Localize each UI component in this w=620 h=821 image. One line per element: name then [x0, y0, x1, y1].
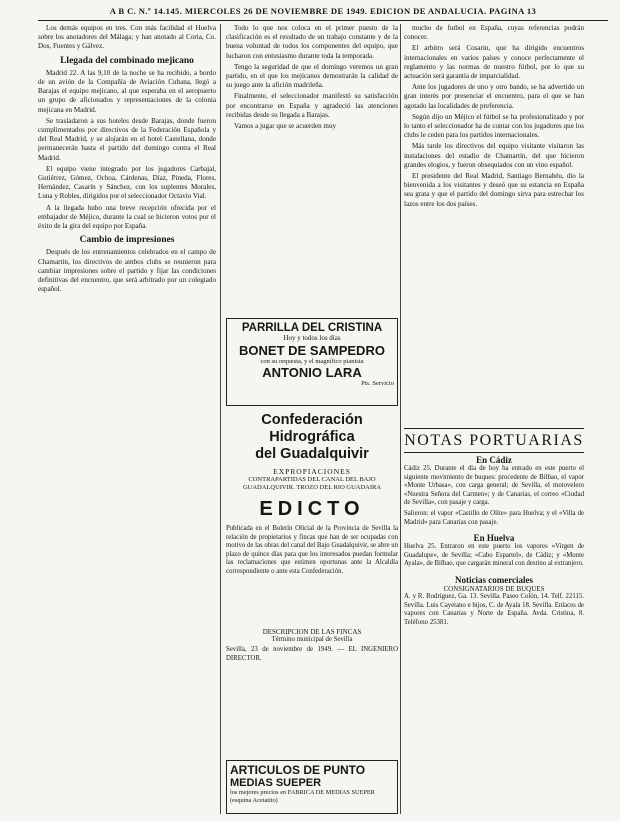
- article-paragraph: Se trasladaron a sus hoteles desde Barajas, donde fueron cumplimentados por directivos de la Federación Española y del Real Madrid, y se alojarán en el hotel Castellana, donde permanecerán hasta el partido del domingo contra el Real Madrid.: [38, 116, 216, 162]
- article-paragraph: El presidente del Real Madrid, Santiago Bernabéu, dio la bienvenida a los visitantes y deseó que su estancia en España sea grata y que el partido del domingo sirva para estrechar los lazos entre los dos países.: [404, 172, 584, 208]
- headline-llegada: Llegada del combinado mejicano: [60, 55, 194, 66]
- port-heading-cadiz: En Cádiz: [476, 455, 512, 465]
- edicto-heading: EDICTO: [259, 498, 365, 520]
- intro-paragraph: Los demás equipos en tres. Con más facilidad el Huelva sobre los anotadores del Málaga; y han anotado al Coria, Co. Dos, Fuentes y Gálvez.: [38, 24, 216, 51]
- article-paragraph: Madrid 22. A las 9,10 de la noche se ha recibido, a bordo de un avión de la Compañía de Aviación Cubana, llegó a Barajas el equipo mejicano, al que esperaba en el aeropuerto un grupo de aficionados y representaciones de la colonia mejicana en Madrid.: [38, 68, 216, 114]
- article-paragraph: Tengo la seguridad de que el domingo veremos un gran partido, en el que los mejicanos demostrarán la calidad de su juego ante la afición madrileña.: [226, 62, 398, 90]
- ad-pianist: ANTONIO LARA: [262, 365, 362, 380]
- notice-signature: Sevilla, 23 de noviembre de 1949. — EL INGENIERO DIRECTOR.: [226, 646, 398, 662]
- articulos-punto-advertisement: [226, 760, 398, 814]
- ad-performer: BONET DE SAMPEDRO: [239, 343, 385, 358]
- column-1: [38, 24, 216, 814]
- ad-text: los mejores precios en FABRICA DE MEDIAS SUEPER (esquina Acetatito): [230, 789, 375, 804]
- page-header: A B C. N.º 14.145. MIERCOLES 26 DE NOVIEMBRE DE 1949. EDICION DE ANDALUCIA. PAGINA 13: [109, 6, 537, 16]
- headline-cambio: Cambio de impresiones: [79, 235, 175, 246]
- article-paragraph: Ante los jugadores de uno y otro bando, se ha advertido un gran interés por presenciar el encuentro, para el que se han agotado las localidades de preferencia.: [404, 83, 584, 110]
- article-paragraph: mucho de futbol en España, cuyas referencias podrán conocer.: [404, 24, 584, 42]
- notas-rule: [404, 452, 584, 453]
- article-paragraph: Según dijo un Méjico el fútbol se ha profesionalizado y por lo tanto el seleccionador ha de contar con los jugadores que los clubs le ceden para los partidos internacionales.: [404, 112, 584, 140]
- column-divider-2: [400, 24, 401, 814]
- notice-subtitle-2: CONTRAPARTIDAS DEL CANAL DEL BAJO GUADALQUIVIR. TROZO DEL RIO GUADAIRA: [242, 476, 382, 491]
- port-body-cadiz-2: Salieron: el vapor «Castillo de Olite» para Huelva; y el «Villa de Madrid» para Canarias con pasaje.: [404, 509, 584, 526]
- noticias-heading: Noticias comerciales: [454, 574, 534, 585]
- article-paragraph: Después de los entrenamientos celebrados en el campo de Chamartín, los directivos de ambos clubs se reunieron para cambiar impresiones sobre el partido y fijar las condiciones definitivas del encuentro, que será arbitrado por un colegiado español.: [38, 248, 216, 294]
- confederacion-notice: [226, 412, 398, 756]
- noticias-subheading: CONSIGNATARIOS DE BUQUES: [443, 584, 545, 593]
- article-paragraph: Finalmente, el seleccionador manifestó su satisfacción por encontrarse en España y agradeció las atenciones recibidas desde su llegada a Barajas.: [226, 92, 398, 119]
- notice-title: Confederación Hidrográfica: [261, 412, 363, 445]
- notas-rule-top: [404, 428, 584, 429]
- parrilla-advertisement: [226, 318, 398, 406]
- ad-line: con su orquesta, y el magnífico pianista: [260, 358, 364, 365]
- fincas-subheading: Término municipal de Sevilla: [271, 636, 353, 643]
- notice-title-line2: del Guadalquivir: [255, 446, 369, 462]
- article-paragraph: Más tarde los directivos del equipo visitante visitaron las instalaciones del estadio de Chamartín, del que hicieron grandes elogios, y fueron obsequiados con un vino español.: [404, 142, 584, 169]
- edicto-body: Publicada en el Boletín Oficial de la Provincia de Sevilla la relación de propietarios y fincas que han de ser ocupadas con motivo de las obras del canal del Bajo Guadalquivir, se abre un plazo de quince días para que los interesados puedan formular las reclamaciones que estimen oportunas ante la Alcaldía correspondiente o ante esta Confederación.: [226, 525, 398, 575]
- ad-brand: MEDIAS SUEPER: [230, 777, 322, 789]
- header-rule: [38, 20, 608, 21]
- notas-portuarias-section: [404, 432, 584, 814]
- article-paragraph: El equipo viene integrado por los jugadores Carbajal, Gutiérrez, Gómez, Ochoa, Cárdenas, Díaz, Pineda, Flores, Hernández, Casarín y Sánchez, con los suplentes Morales, Luna y Robles, dirigidos por el seleccionador Octavio Vial.: [38, 164, 216, 201]
- notice-subtitle: EXPROPIACIONES: [273, 467, 351, 476]
- ad-title: PARRILLA DEL CRISTINA: [241, 322, 383, 334]
- article-paragraph: Vamos a jugar que se acuerden muy: [234, 122, 337, 131]
- fincas-heading: DESCRIPCION DE LAS FINCAS: [262, 628, 362, 636]
- port-body-cadiz: Cádiz 25. Durante el día de hoy ha entrado en este puerto el siguiente movimiento de buques: procedente de Bilbao, el vapor «Monte Urbasa», con carga general; de Sevilla, el motovelero «Nuestra Señora del Carmen»; y de Canarias, el correo «Ciudad de Sevilla», con pasaje y carga.: [404, 465, 584, 507]
- ad-line: Hoy y todos los días: [283, 334, 341, 342]
- article-paragraph: El arbitro será Cosarin, que ha dirigido encuentros internacionales en varios países y conoce perfectamente el reglamento y las normas de nuestro fútbol, por lo que su actuación será garantía de imparcialidad.: [404, 44, 584, 81]
- column-2-text: [226, 24, 398, 314]
- column-3-text: [404, 24, 584, 424]
- ad-title: ARTICULOS DE PUNTO: [230, 763, 366, 777]
- article-paragraph: A la llegada hubo una breve recepción ofrecida por el embajador de Méjico, durante la cual se hicieron votos por el éxito de la gira del equipo por España.: [38, 203, 216, 231]
- ad-line: Pts. Servicio: [361, 380, 394, 387]
- port-body-huelva: Huelva 25. Entraron en este puerto los vapores «Virgen de Guadalupe», de Sevilla; «Cabo Espartel», de Cádiz; y «Monte Ayala», de Bilbao, que cargarán mineral con destino al extranjero.: [404, 543, 584, 568]
- notas-title: NOTAS PORTUARIAS: [404, 432, 584, 449]
- port-heading-huelva: En Huelva: [473, 533, 515, 544]
- column-divider-1: [220, 24, 221, 814]
- noticias-body: A. y R. Rodríguez, Ga. 13. Sevilla. Paseo Colón, 14. Telf. 22115. Sevilla. Luis Cayetano e hijos, C. de Ayala 18. Sevilla. Enlaces de vapores con Canarias y Norte de España. Avda. Cristina, 8. Teléfono 25381.: [404, 592, 584, 626]
- article-paragraph: Todo lo que nos coloca en el primer puesto de la clasificación es el resultado de un trabajo constante y de la buena voluntad de todos los componentes del equipo, que lucharon con entusiasmo durante toda la temporada.: [226, 24, 398, 60]
